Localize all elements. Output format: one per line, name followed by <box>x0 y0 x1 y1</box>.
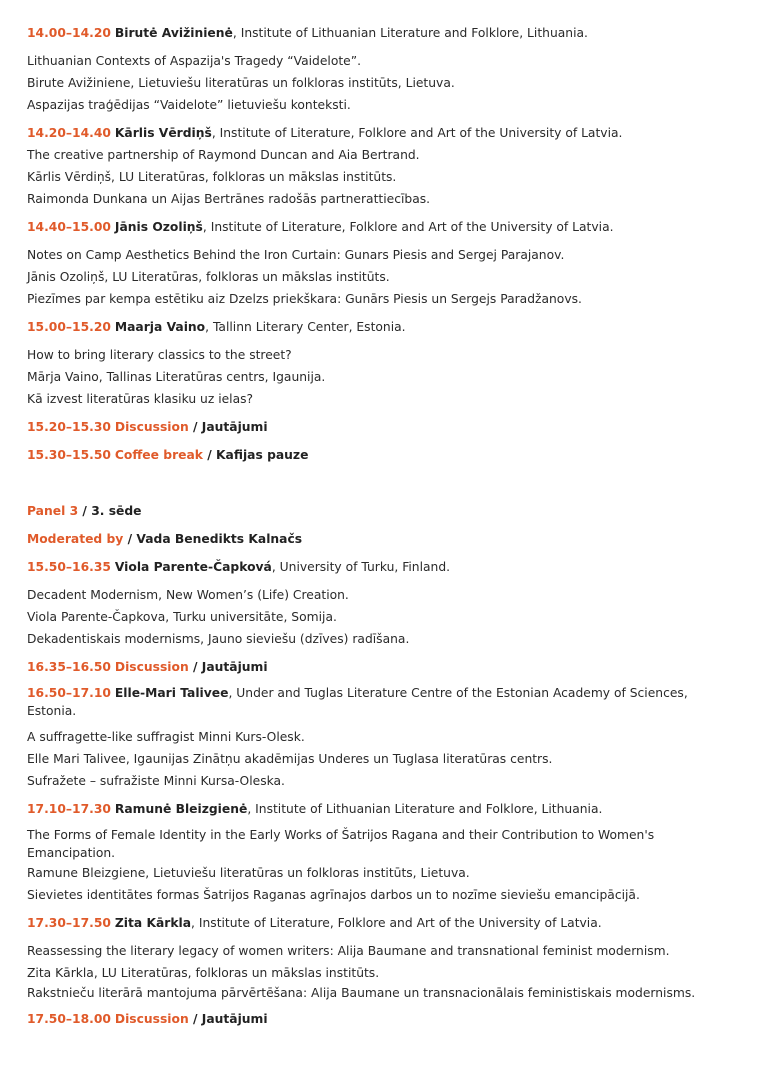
talk-header <box>27 912 739 934</box>
talk-title-en: The Forms of Female Identity in the Early Works of Šatrijos Ragana and their Contribution to Women's Emancipation. <box>27 828 655 860</box>
talk-time: 15.50–16.35 <box>27 560 111 574</box>
separator: / <box>202 448 217 462</box>
speaker-affiliation: , University of Turku, Finland. <box>271 560 451 574</box>
talk-time: 17.10–17.30 <box>27 802 111 816</box>
speaker-lv: Zita Kārkla, LU Literatūras, folkloras un mākslas institūts. <box>27 966 380 980</box>
talk-time: 14.20–14.40 <box>27 126 111 140</box>
speaker-name: Zita Kārkla <box>114 916 192 930</box>
talk-title-en: Lithuanian Contexts of Aspazija's Tragedy “Vaidelote”. <box>27 54 362 68</box>
talk-time: 14.00–14.20 <box>27 26 111 40</box>
talk-title-en: Reassessing the literary legacy of women writers: Alija Baumane and transnational feminist modernism. <box>27 944 670 958</box>
separator: / <box>188 660 202 674</box>
speaker-name: Birutė Avižinienė <box>114 26 233 40</box>
talk-title-en: How to bring literary classics to the street? <box>27 348 292 362</box>
talk-1 <box>27 22 739 116</box>
discussion-label-lv: Jautājumi <box>201 420 268 434</box>
speaker-name: Jānis Ozoliņš <box>114 220 203 234</box>
speaker-lv: Kārlis Vērdiņš, LU Literatūras, folkloras un mākslas institūts. <box>27 170 397 184</box>
talk-header <box>27 22 739 44</box>
coffee-label-lv: Kafijas pauze <box>216 448 309 462</box>
discussion-2 <box>27 656 739 678</box>
panel-label: Panel 3 <box>27 504 79 518</box>
discussion-time: 17.50–18.00 <box>27 1012 111 1026</box>
moderator-label: Moderated by <box>27 532 124 546</box>
talk-title-lv: Raimonda Dunkana un Aijas Bertrānes radošās partnerattiecības. <box>27 192 431 206</box>
discussion-label: Discussion <box>114 1012 189 1026</box>
talk-time: 14.40–15.00 <box>27 220 111 234</box>
talk-title-en: Decadent Modernism, New Women’s (Life) Creation. <box>27 588 349 602</box>
talk-2 <box>27 122 739 210</box>
speaker-name: Kārlis Vērdiņš <box>114 126 212 140</box>
talk-title-en: Notes on Camp Aesthetics Behind the Iron Curtain: Gunars Piesis and Sergej Parajanov. <box>27 248 565 262</box>
program-page <box>27 22 739 1036</box>
talk-title-en: A suffragette-like suffragist Minni Kurs-Olesk. <box>27 730 305 744</box>
discussion-time: 16.35–16.50 <box>27 660 111 674</box>
talk-header <box>27 316 739 338</box>
separator: / <box>188 420 202 434</box>
talk-time: 17.30–17.50 <box>27 916 111 930</box>
moderator-name: Vada Benedikts Kalnačs <box>136 532 303 546</box>
speaker-name: Ramunė Bleizgienė <box>114 802 248 816</box>
speaker-affiliation: , Under and Tuglas Literature Centre of the Estonian Academy of Sciences, Estonia. <box>27 686 688 718</box>
separator: / <box>123 532 137 546</box>
talk-title-en: The creative partnership of Raymond Duncan and Aia Bertrand. <box>27 148 420 162</box>
talk-7 <box>27 798 739 906</box>
talk-title-lv: Rakstnieču literārā mantojuma pārvērtēšana: Alija Baumane un transnacionālais feministiskais modernisms. <box>27 986 696 1000</box>
speaker-name: Maarja Vaino <box>114 320 206 334</box>
talk-title-lv: Sievietes identitātes formas Šatrijos Raganas agrīnajos darbos un to nozīme sieviešu emancipācijā. <box>27 888 640 902</box>
separator: / <box>188 1012 202 1026</box>
talk-title-lv: Aspazijas traģēdijas “Vaidelote” lietuviešu konteksti. <box>27 98 351 112</box>
speaker-name: Viola Parente-Čapková <box>114 560 272 574</box>
discussion-label: Discussion <box>114 420 189 434</box>
coffee-label: Coffee break <box>114 448 203 462</box>
talk-title-lv: Piezīmes par kempa estētiku aiz Dzelzs priekškara: Gunārs Piesis un Sergejs Paradžanovs. <box>27 292 582 306</box>
speaker-affiliation: , Institute of Lithuanian Literature and Folklore, Lithuania. <box>247 802 603 816</box>
discussion-time: 15.20–15.30 <box>27 420 111 434</box>
talk-4 <box>27 316 739 410</box>
speaker-lv: Viola Parente-Čapkova, Turku universitāte, Somija. <box>27 610 337 624</box>
panel-label-lv: 3. sēde <box>91 504 142 518</box>
discussion-label: Discussion <box>114 660 189 674</box>
coffee-break <box>27 444 739 466</box>
speaker-lv: Mārja Vaino, Tallinas Literatūras centrs, Igaunija. <box>27 370 326 384</box>
speaker-affiliation: , Institute of Lithuanian Literature and Folklore, Lithuania. <box>232 26 588 40</box>
speaker-lv: Ramune Bleizgiene, Lietuviešu literatūras un folkloras institūts, Lietuva. <box>27 866 470 880</box>
discussion-1 <box>27 416 739 438</box>
talk-6 <box>27 684 739 792</box>
speaker-lv: Birute Avižiniene, Lietuviešu literatūras un folkloras institūts, Lietuva. <box>27 76 455 90</box>
talk-header <box>27 798 739 820</box>
talk-title-lv: Dekadentiskais modernisms, Jauno sieviešu (dzīves) radīšana. <box>27 632 410 646</box>
speaker-lv: Elle Mari Talivee, Igaunijas Zinātņu akadēmijas Underes un Tuglasa literatūras centrs. <box>27 752 553 766</box>
coffee-time: 15.30–15.50 <box>27 448 111 462</box>
talk-header <box>27 122 739 144</box>
speaker-affiliation: , Tallinn Literary Center, Estonia. <box>205 320 406 334</box>
discussion-label-lv: Jautājumi <box>201 1012 268 1026</box>
separator: / <box>78 504 92 518</box>
panel-title <box>27 500 739 522</box>
talk-time: 16.50–17.10 <box>27 686 111 700</box>
talk-title-lv: Kā izvest literatūras klasiku uz ielas? <box>27 392 254 406</box>
discussion-label-lv: Jautājumi <box>201 660 268 674</box>
speaker-affiliation: , Institute of Literature, Folklore and Art of the University of Latvia. <box>202 220 614 234</box>
talk-header <box>27 556 739 578</box>
speaker-lv: Jānis Ozoliņš, LU Literatūras, folkloras un mākslas institūts. <box>27 270 390 284</box>
speaker-affiliation: , Institute of Literature, Folklore and Art of the University of Latvia. <box>191 916 602 930</box>
talk-header <box>27 684 739 720</box>
discussion-3 <box>27 1008 739 1030</box>
talk-5 <box>27 556 739 650</box>
moderator <box>27 528 739 550</box>
speaker-name: Elle-Mari Talivee <box>114 686 229 700</box>
talk-time: 15.00–15.20 <box>27 320 111 334</box>
speaker-affiliation: , Institute of Literature, Folklore and Art of the University of Latvia. <box>211 126 623 140</box>
talk-title-lv: Sufražete – sufražiste Minni Kursa-Oleska. <box>27 774 285 788</box>
talk-3 <box>27 216 739 310</box>
talk-header <box>27 216 739 238</box>
talk-8 <box>27 912 739 1002</box>
